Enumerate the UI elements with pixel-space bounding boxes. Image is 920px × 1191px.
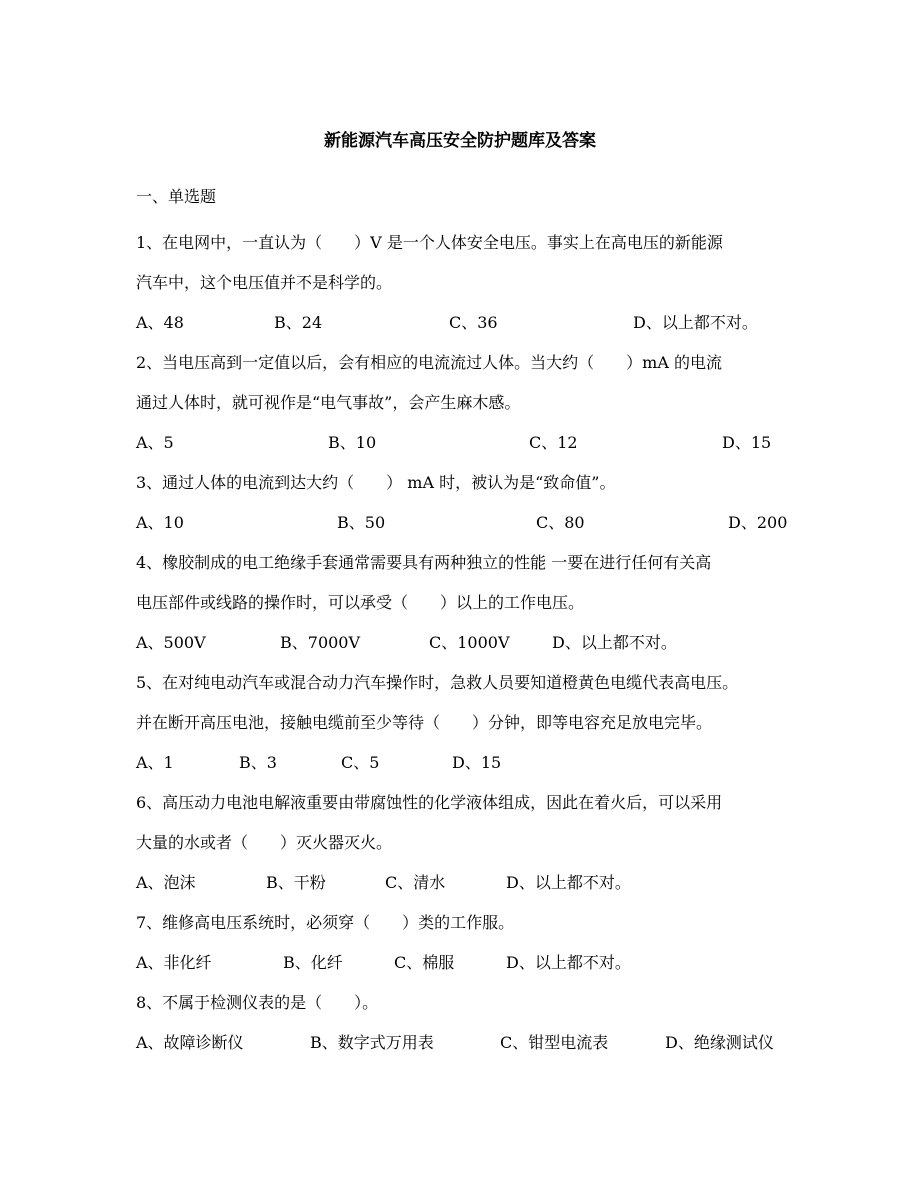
- option-a: A、非化纤: [136, 953, 212, 972]
- question-4: [136, 543, 786, 663]
- question-text-line: 5、在对纯电动汽车或混合动力汽车操作时，急救人员要知道橙黄色电缆代表高电压。: [136, 673, 739, 692]
- question-text-line: 通过人体时，就可视作是“电气事故”，会产生麻木感。: [136, 393, 521, 412]
- question-text-line: 6、高压动力电池电解液重要由带腐蚀性的化学液体组成，因此在着火后，可以采用: [136, 793, 723, 812]
- option-c: C、钳型电流表: [500, 1033, 609, 1052]
- question-text-line: 7、维修高电压系统时，必须穿（ ）类的工作服。: [136, 913, 515, 932]
- options-row: [136, 1023, 786, 1063]
- question-text-line: 并在断开高压电池，接触电缆前至少等待（ ）分钟，即等电容充足放电完毕。: [136, 713, 713, 732]
- option-d: D、以上都不对。: [633, 313, 758, 332]
- option-c: C、12: [529, 433, 578, 452]
- question-text-line: 汽车中，这个电压值并不是科学的。: [136, 273, 393, 292]
- question-1: [136, 223, 786, 343]
- option-d: D、200: [728, 513, 788, 532]
- options-row: [136, 863, 786, 903]
- question-5: [136, 663, 786, 783]
- option-a: A、10: [136, 513, 184, 532]
- option-c: C、清水: [385, 873, 446, 892]
- question-text-line: 电压部件或线路的操作时，可以承受（ ）以上的工作电压。: [136, 593, 585, 612]
- option-a: A、故障诊断仪: [136, 1033, 244, 1052]
- options-row: [136, 623, 786, 663]
- question-2: [136, 343, 786, 463]
- option-b: B、50: [337, 513, 386, 532]
- question-text-line: 2、当电压高到一定值以后，会有相应的电流流过人体。当大约（ ）mA 的电流: [136, 353, 722, 372]
- question-6: [136, 783, 786, 903]
- question-text-line: 1、在电网中，一直认为（ ）V 是一个人体安全电压。事实上在高电压的新能源: [136, 233, 723, 252]
- option-d: D、以上都不对。: [506, 873, 631, 892]
- option-d: D、15: [452, 753, 502, 772]
- option-b: B、3: [239, 753, 277, 772]
- option-a: A、48: [136, 313, 184, 332]
- option-b: B、干粉: [266, 873, 326, 892]
- options-row: [136, 943, 786, 983]
- option-b: B、10: [328, 433, 377, 452]
- option-c: C、36: [449, 313, 498, 332]
- option-a: A、500V: [136, 633, 206, 652]
- option-a: A、泡沫: [136, 873, 196, 892]
- question-3: [136, 463, 786, 543]
- question-list: [136, 223, 786, 1063]
- options-row: [136, 423, 786, 463]
- option-d: D、绝缘测试仪: [665, 1033, 774, 1052]
- options-row: [136, 743, 786, 783]
- options-row: [136, 503, 786, 543]
- option-c: C、5: [341, 753, 380, 772]
- option-b: B、数字式万用表: [310, 1033, 434, 1052]
- option-b: B、化纤: [283, 953, 343, 972]
- option-c: C、80: [536, 513, 585, 532]
- question-text-line: 大量的水或者（ ）灭火器灭火。: [136, 833, 393, 852]
- question-8: [136, 983, 786, 1063]
- option-d: D、以上都不对。: [552, 633, 677, 652]
- document-title: 新能源汽车高压安全防护题库及答案: [324, 131, 596, 151]
- question-text-line: 3、通过人体的电流到达大约（ ） mA 时，被认为是“致命值”。: [136, 473, 616, 492]
- option-c: C、棉服: [394, 953, 455, 972]
- option-b: B、7000V: [280, 633, 361, 652]
- question-text-line: 8、不属于检测仪表的是（ ）。: [136, 993, 379, 1012]
- question-7: [136, 903, 786, 983]
- option-d: D、15: [722, 433, 772, 452]
- option-a: A、1: [136, 753, 174, 772]
- option-d: D、以上都不对。: [506, 953, 631, 972]
- options-row: [136, 303, 786, 343]
- option-c: C、1000V: [429, 633, 510, 652]
- option-b: B、24: [274, 313, 323, 332]
- section-heading: 一、单选题: [136, 187, 217, 206]
- question-text-line: 4、橡胶制成的电工绝缘手套通常需要具有两种独立的性能 一要在进行任何有关高: [136, 553, 712, 572]
- option-a: A、5: [136, 433, 174, 452]
